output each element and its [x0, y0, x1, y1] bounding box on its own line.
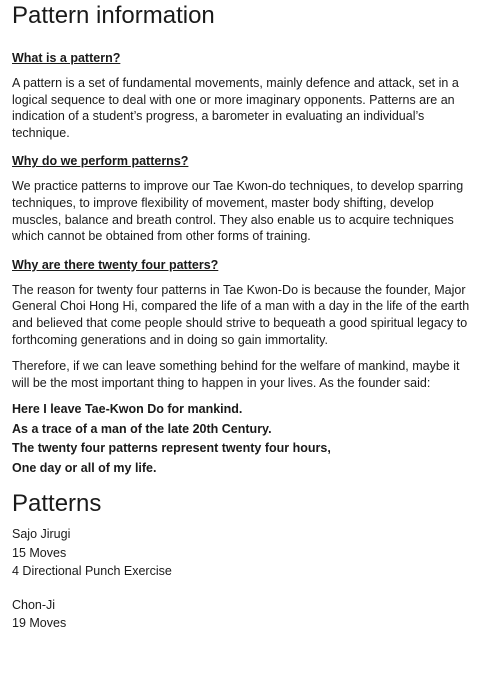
pattern-moves: 19 Moves	[12, 616, 67, 631]
pattern-item-sajo-jirugi[interactable]	[12, 525, 472, 581]
pattern-name: Sajo Jirugi	[12, 527, 71, 542]
quote-line: Here I leave Tae-Kwon Do for mankind.	[12, 402, 243, 417]
patterns-title: Patterns	[12, 490, 102, 518]
section-heading-what-is-pattern: What is a pattern?	[12, 51, 121, 65]
section-paragraph: The reason for twenty four patterns in Tae Kwon-Do is because the founder, Major General Choi Hong Hi, compared the life of a man with a day in the life of the earth and believed that come people should strive to bequeath a good spiritual legacy to forthcoming generations and in doing so gain immortality.	[12, 282, 470, 347]
quote-line: One day or all of my life.	[12, 460, 157, 475]
scroll-fade	[0, 676, 480, 688]
quote-line: The twenty four patterns represent twenty four hours,	[12, 441, 331, 456]
page-title: Pattern information	[12, 2, 215, 29]
pattern-moves: 15 Moves	[12, 545, 67, 560]
quote-line: As a trace of a man of the late 20th Century.	[12, 421, 272, 436]
pattern-item-chon-ji[interactable]	[12, 596, 472, 633]
section-paragraph: We practice patterns to improve our Tae Kwon-do techniques, to develop sparring techniques, to improve flexibility of movement, master body shifting, develop muscles, balance and breath control. They also enable us to acquire techniques which cannot be obtained from other forms of training.	[12, 179, 464, 244]
content	[12, 0, 472, 633]
section-paragraph: Therefore, if we can leave something behind for the welfare of mankind, maybe it will be the most important thing to happen in your lives. As the founder said:	[12, 359, 460, 390]
section-paragraph: A pattern is a set of fundamental movements, mainly defence and attack, set in a logical sequence to deal with one or more imaginary opponents. Patterns are an indication of a student’s progress, a barometer in evaluating an individual’s technique.	[12, 76, 459, 140]
founder-quote	[12, 400, 472, 478]
section-heading-why-perform: Why do we perform patterns?	[12, 154, 189, 169]
pattern-description: 4 Directional Punch Exercise	[12, 564, 172, 579]
pattern-name: Chon-Ji	[12, 597, 56, 612]
section-heading-why-twenty-four: Why are there twenty four patters?	[12, 257, 219, 272]
